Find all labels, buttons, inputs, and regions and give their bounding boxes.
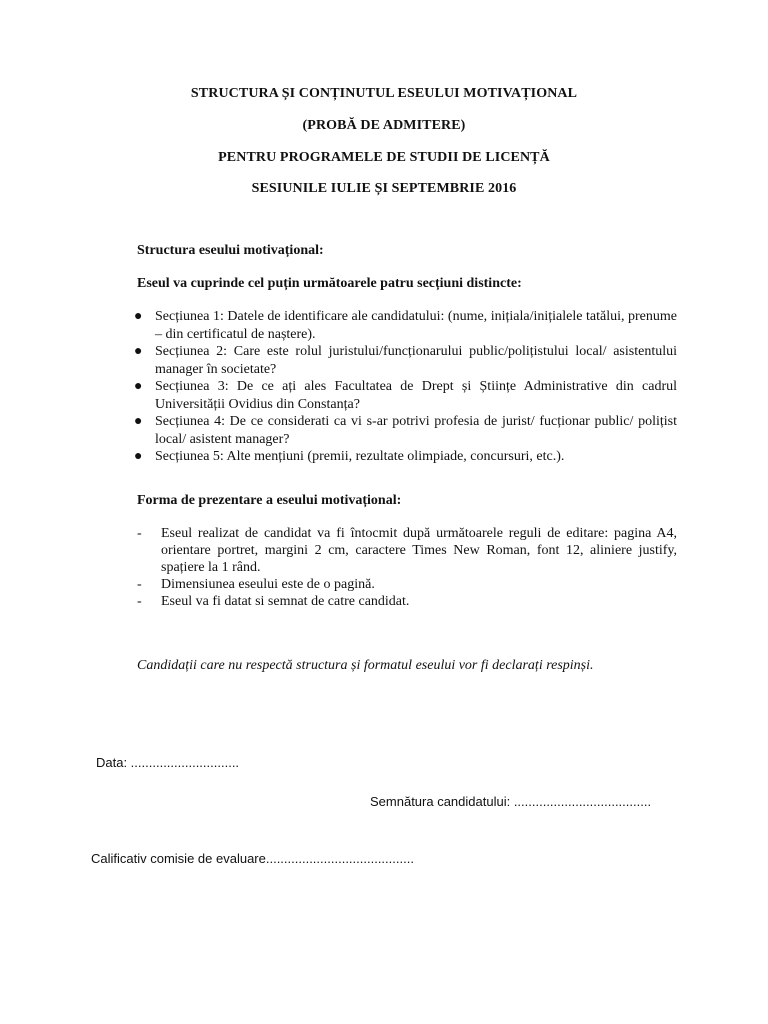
document-subtitle-admission: (PROBĂ DE ADMITERE) — [302, 118, 466, 133]
section-text: Secțiunea 1: Datele de identificare ale candidatului: (nume, inițiala/inițialele tatălui, prenume – din certificatul de naștere). — [155, 309, 677, 342]
list-item — [134, 448, 677, 466]
section-text: Secțiunea 5: Alte mențiuni (premii, rezultate olimpiade, concursuri, etc.). — [155, 449, 565, 464]
qualifier-field: Calificativ comisie de evaluare......................................... — [91, 851, 414, 866]
warning-note: Candidații care nu respectă structura și formatul eseului vor fi declarați respinși. — [137, 658, 594, 673]
format-heading: Forma de prezentare a eseului motivațional: — [137, 493, 402, 508]
bullet-icon: ● — [134, 309, 143, 324]
list-item — [134, 308, 677, 343]
bullet-icon: ● — [134, 449, 143, 464]
format-text: Eseul va fi datat si semnat de catre candidat. — [161, 594, 410, 609]
sections-intro: Eseul va cuprinde cel puțin următoarele patru secțiuni distincte: — [137, 276, 522, 291]
document-subtitle-sessions: SESIUNILE IULIE ȘI SEPTEMBRIE 2016 — [251, 181, 517, 196]
section-text: Secțiunea 3: De ce ați ales Facultatea de Drept și Științe Administrative din cadrul Universității Ovidius din Constanța? — [155, 379, 677, 412]
document-title: STRUCTURA ȘI CONȚINUTUL ESEULUI MOTIVAȚIONAL — [190, 86, 578, 101]
format-text: Dimensiunea eseului este de o pagină. — [161, 577, 375, 592]
bullet-icon: ● — [134, 414, 143, 429]
section-text: Secțiunea 4: De ce considerati ca vi s-ar potrivi profesia de jurist/ fucționar public/ polițist local/ asistent manager? — [155, 414, 677, 447]
structure-heading: Structura eseului motivațional: — [137, 243, 324, 258]
section-text: Secțiunea 2: Care este rolul juristului/funcționarului public/polițistului local/ asistentului manager în societate? — [155, 344, 677, 377]
signature-field: Semnătura candidatului: ...................................... — [370, 794, 652, 809]
list-item — [137, 576, 677, 593]
list-item — [134, 378, 677, 413]
bullet-icon: ● — [134, 379, 143, 394]
dash-icon: - — [137, 594, 142, 609]
dash-icon: - — [137, 577, 142, 592]
list-item — [137, 525, 677, 576]
date-field: Data: .............................. — [96, 755, 240, 770]
list-item — [134, 343, 677, 378]
format-list — [137, 525, 677, 610]
list-item — [137, 593, 677, 610]
document-subtitle-programs: PENTRU PROGRAMELE DE STUDII DE LICENȚĂ — [218, 150, 550, 165]
bullet-icon: ● — [134, 344, 143, 359]
dash-icon: - — [137, 526, 142, 541]
list-item — [134, 413, 677, 448]
sections-list — [134, 308, 677, 466]
format-text: Eseul realizat de candidat va fi întocmit după următoarele reguli de editare: pagina A4, orientare portret, margini 2 cm, caractere Times New Roman, font 12, aliniere justify, spațiere la 1 rând. — [161, 526, 677, 575]
